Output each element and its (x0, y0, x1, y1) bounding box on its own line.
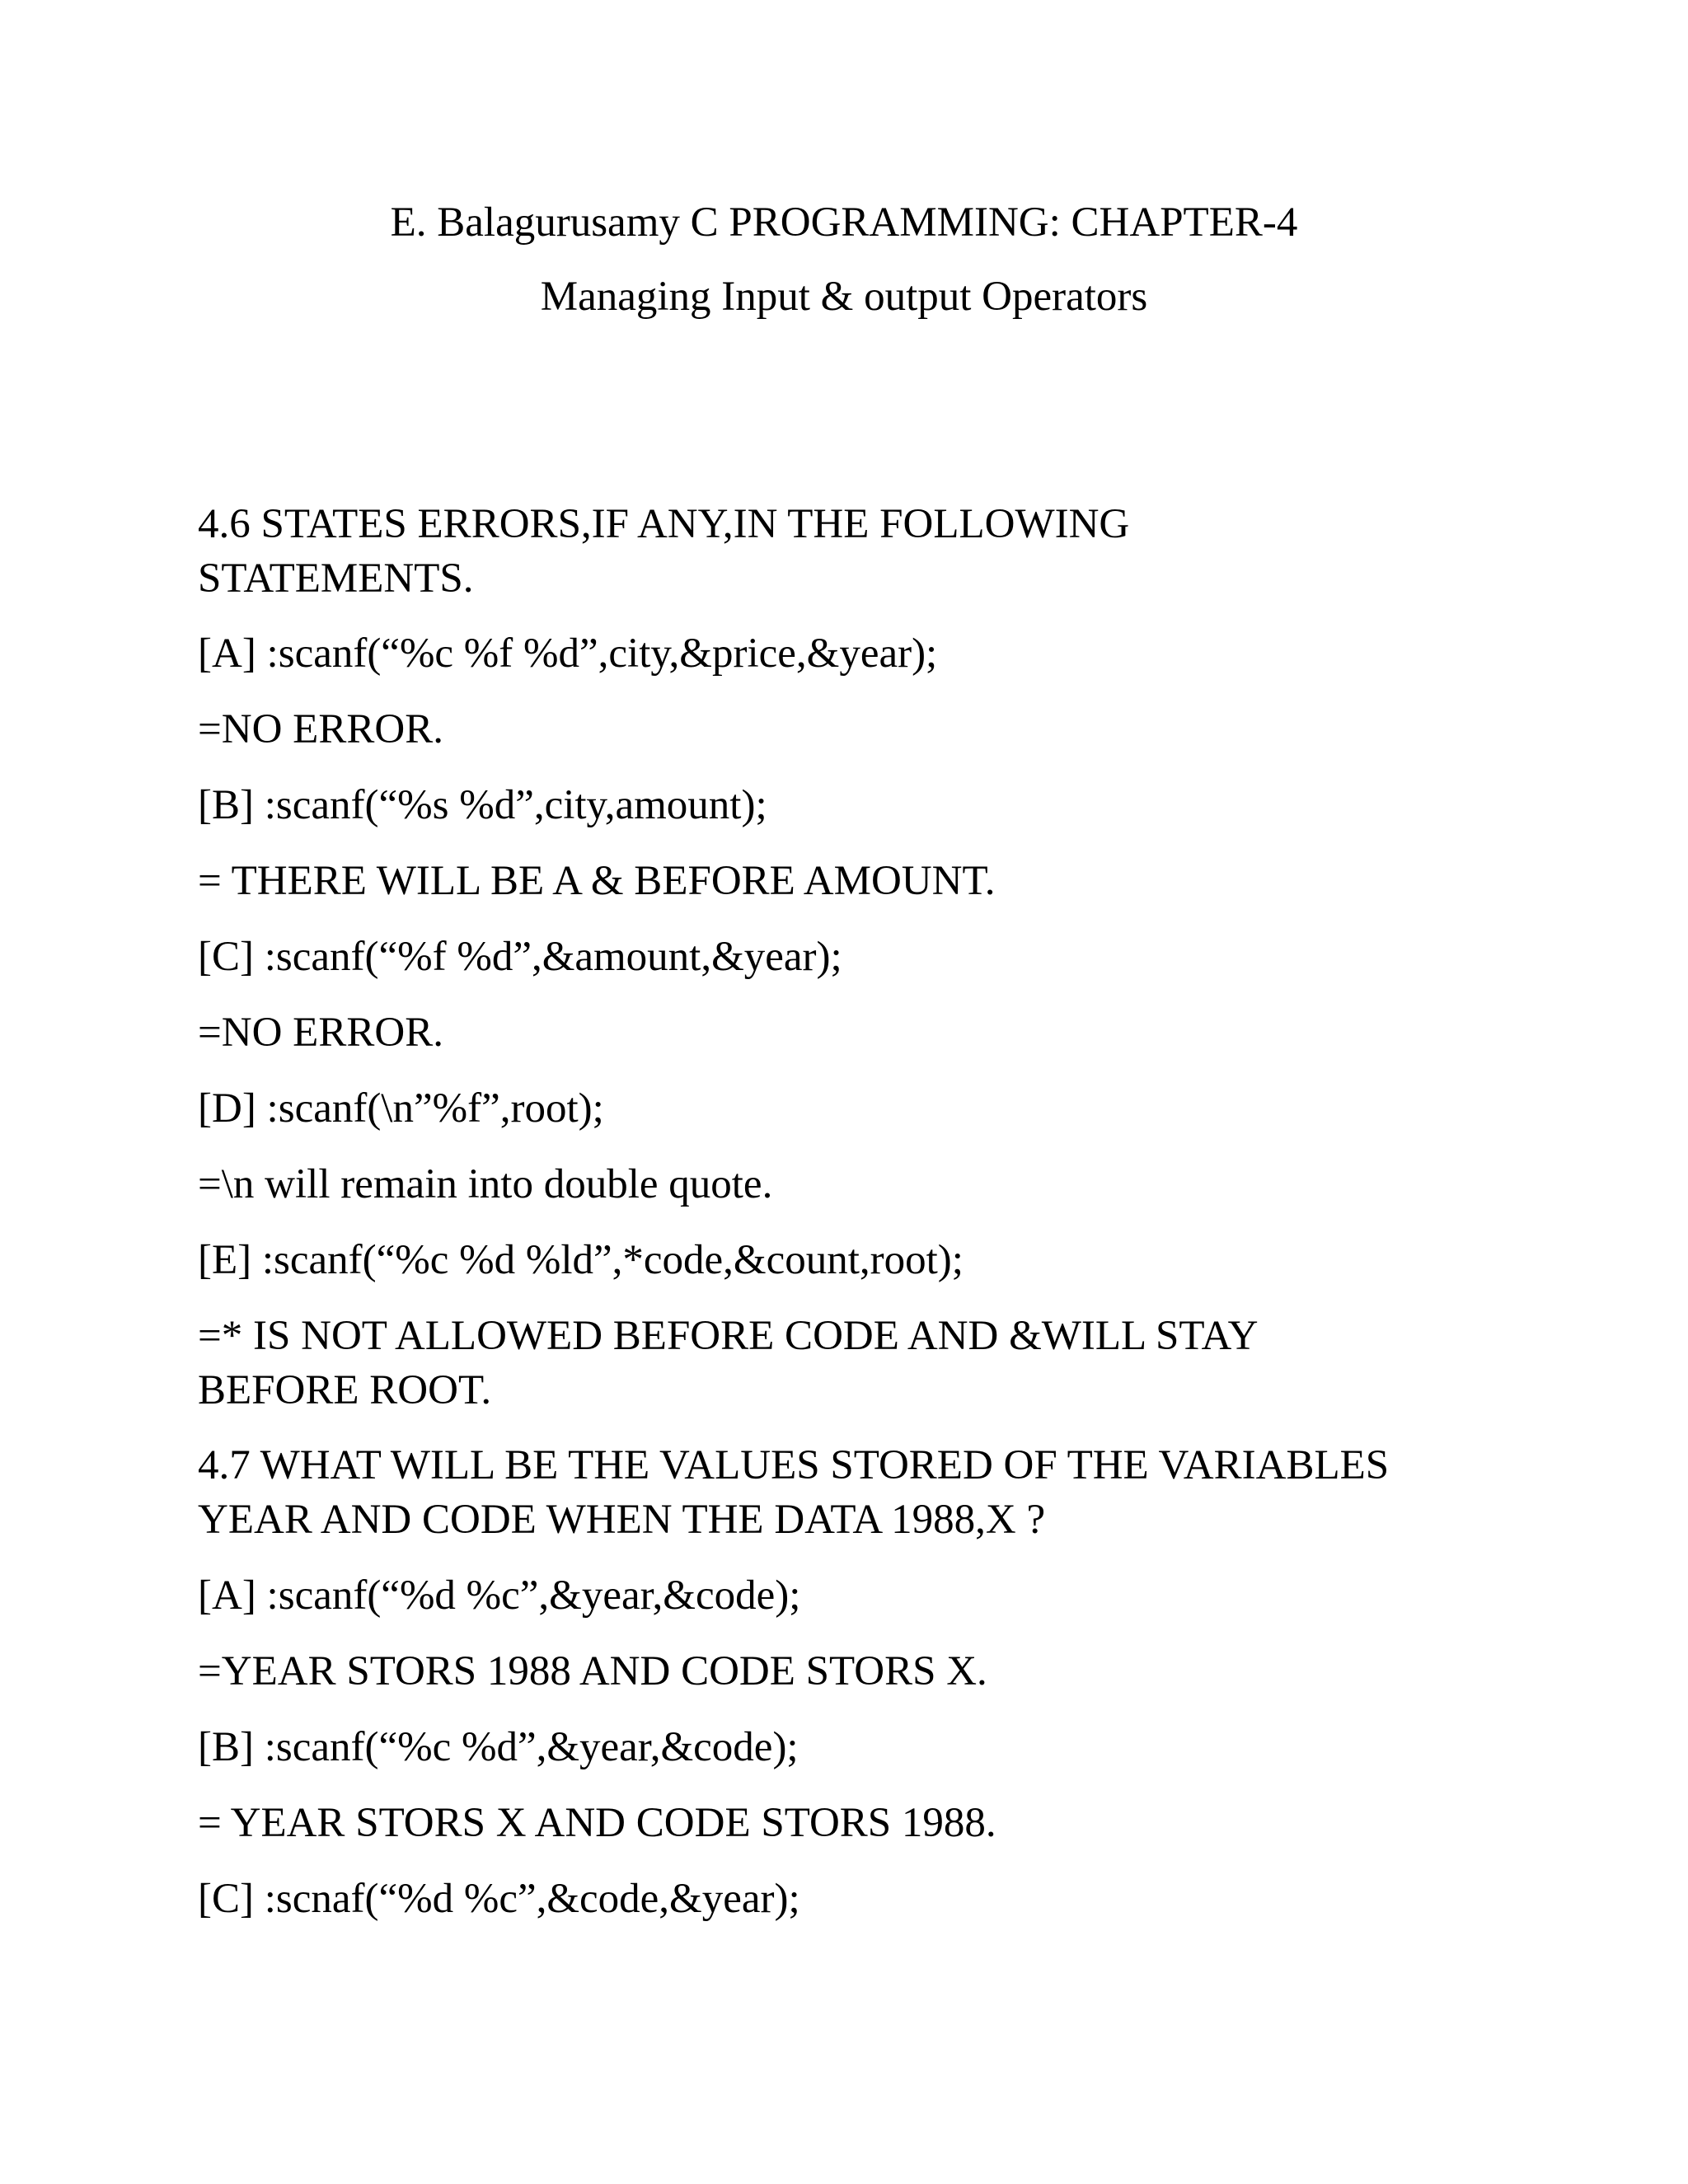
question-4-6-d: [D] :scanf(\n”%f”,root); (198, 1085, 604, 1132)
answer-4-6-b: = THERE WILL BE A & BEFORE AMOUNT. (198, 858, 996, 904)
question-4-7-c: [C] :scnaf(“%d %c”,&code,&year); (198, 1876, 800, 1922)
question-4-7-a: [A] :scanf(“%d %c”,&year,&code); (198, 1572, 801, 1619)
answer-4-7-b: = YEAR STORS X AND CODE STORS 1988. (198, 1800, 996, 1846)
answer-4-6-d: =\n will remain into double quote. (198, 1161, 773, 1207)
question-4-6-c: [C] :scanf(“%f %d”,&amount,&year); (198, 934, 842, 980)
question-4-7-b: [B] :scanf(“%c %d”,&year,&code); (198, 1724, 799, 1770)
answer-4-6-c: =NO ERROR. (198, 1010, 443, 1056)
question-4-6-e: [E] :scanf(“%c %d %ld”,*code,&count,root); (198, 1237, 964, 1283)
section-4-6-heading: 4.6 STATES ERRORS,IF ANY,IN THE FOLLOWING (198, 501, 1130, 547)
section-4-7-heading-cont: YEAR AND CODE WHEN THE DATA 1988,X ? (198, 1497, 1046, 1543)
answer-4-6-e-cont: BEFORE ROOT. (198, 1367, 492, 1413)
question-4-6-a: [A] :scanf(“%c %f %d”,city,&price,&year); (198, 630, 938, 677)
answer-4-7-a: =YEAR STORS 1988 AND CODE STORS X. (198, 1648, 987, 1694)
document-subtitle: Managing Input & output Operators (540, 274, 1148, 320)
section-4-7-heading: 4.7 WHAT WILL BE THE VALUES STORED OF THE VARIABLES (198, 1442, 1390, 1488)
document-title: E. Balagurusamy C PROGRAMMING: CHAPTER-4 (390, 199, 1298, 246)
section-4-6-heading-cont: STATEMENTS. (198, 555, 474, 602)
answer-4-6-e: =* IS NOT ALLOWED BEFORE CODE AND &WILL STAY (198, 1313, 1259, 1359)
question-4-6-b: [B] :scanf(“%s %d”,city,amount); (198, 782, 767, 828)
answer-4-6-a: =NO ERROR. (198, 706, 443, 752)
